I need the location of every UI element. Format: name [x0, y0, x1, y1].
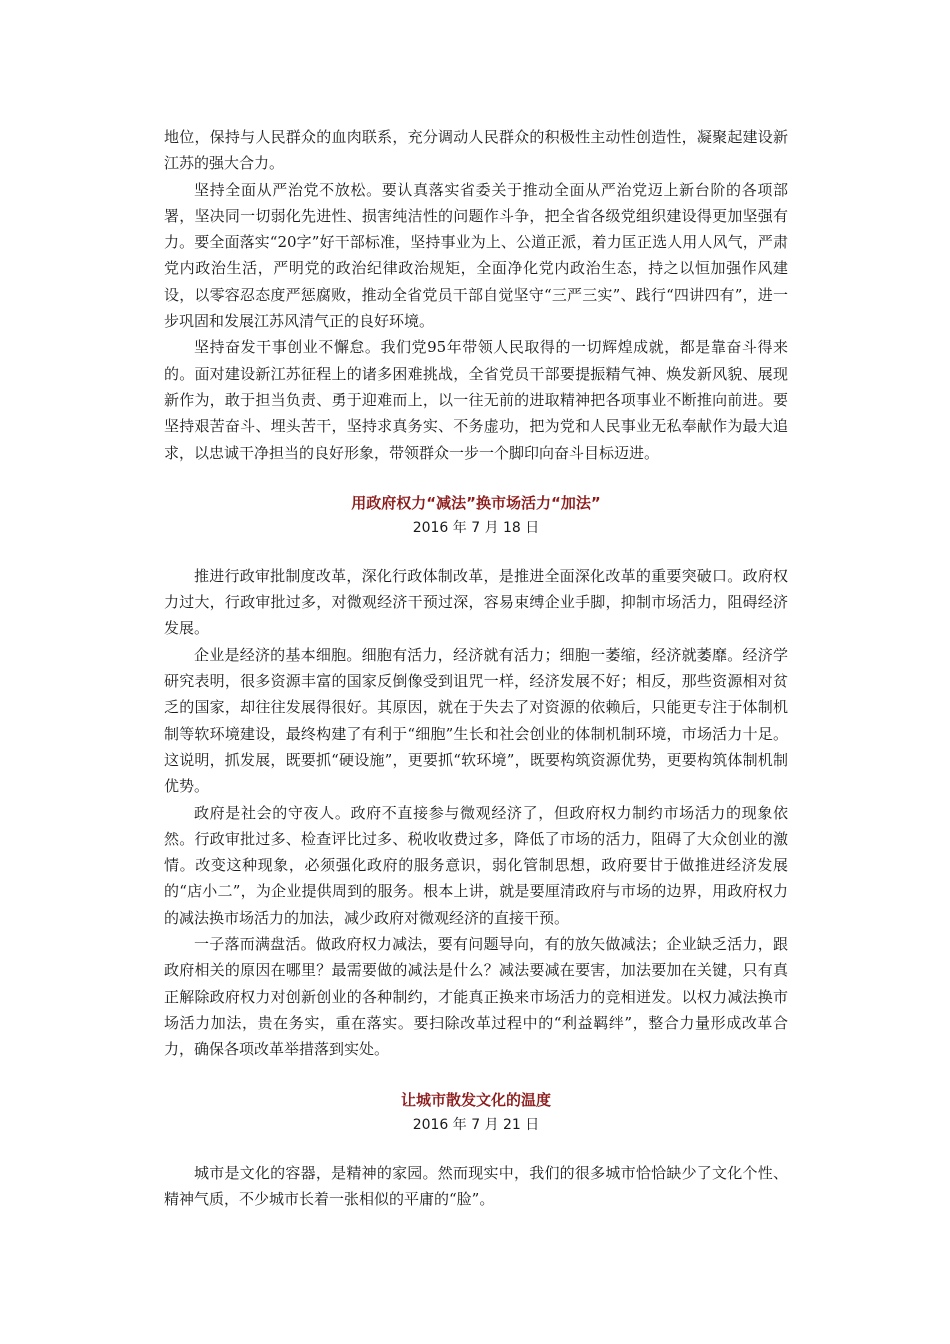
paragraph: 政府是社会的守夜人。政府不直接参与微观经济了，但政府权力制约市场活力的现象依然。行政审批过多、检查评比过多、税收收费过多，降低了市场的活力，阻碍了大众创业的激情。改变这种现象，必须强化政府的服务意识，弱化管制思想，政府要甘于做推进经济发展的“店小二”，为企业提供周到的服务。根本上讲，就是要厘清政府与市场的边界，用政府权力的减法换市场活力的加法，减少政府对微观经济的直接干预。	[164, 803, 788, 927]
paragraph: 坚持全面从严治党不放松。要认真落实省委关于推动全面从严治党迈上新台阶的各项部署，坚决同一切弱化先进性、损害纯洁性的问题作斗争，把全省各级党组织建设得更加坚强有力。要全面落实“20字”好干部标准，坚持事业为上、公道正派，着力匡正选人用人风气，严肃党内政治生活，严明党的政治纪律政治规矩，全面净化党内政治生态，持之以恒加强作风建设，以零容忍态度严惩腐败，推动全省党员干部自觉坚守“三严三实”、践行“四讲四有”，进一步巩固和发展江苏风清气正的良好环境。	[164, 180, 788, 331]
document-page	[164, 124, 788, 1212]
article-header	[164, 1087, 788, 1137]
article-header	[164, 490, 788, 540]
paragraph: 推进行政审批制度改革，深化行政体制改革，是推进全面深化改革的重要突破口。政府权力过大，行政审批过多，对微观经济干预过深，容易束缚企业手脚，抑制市场活力，阻碍经济发展。	[164, 566, 788, 638]
continued-paragraph: 地位，保持与人民群众的血肉联系，充分调动人民群众的积极性主动性创造性，凝聚起建设新江苏的强大合力。	[164, 128, 788, 173]
article-date: 2016 年 7 月 18 日	[412, 519, 540, 536]
paragraph: 一子落而满盘活。做政府权力减法，要有问题导向，有的放矢做减法；企业缺乏活力，跟政府相关的原因在哪里？最需要做的减法是什么？减法要减在要害，加法要加在关键，只有真正解除政府权力对创新创业的各种制约，才能真正换来市场活力的竞相迸发。以权力减法换市场活力加法，贵在务实，重在落实。要扫除改革过程中的“利益羁绊”，整合力量形成改革合力，确保各项改革举措落到实处。	[164, 935, 788, 1059]
paragraph: 坚持奋发干事创业不懈怠。我们党95年带领人民取得的一切辉煌成就，都是靠奋斗得来的。面对建设新江苏征程上的诸多困难挑战，全省党员干部要提振精气神、焕发新风貌、展现新作为，敢于担当负责、勇于迎难而上，以一往无前的进取精神把各项事业不断推向前进。要坚持艰苦奋斗、埋头苦干，坚持求真务实、不务虚功，把为党和人民事业无私奉献作为最大追求，以忠诚干净担当的良好形象，带领群众一步一个脚印向奋斗目标迈进。	[164, 338, 788, 462]
article-title: 让城市散发文化的温度	[400, 1090, 551, 1109]
paragraph: 城市是文化的容器，是精神的家园。然而现实中，我们的很多城市恰恰缺少了文化个性、精神气质，不少城市长着一张相似的平庸的“脸”。	[164, 1163, 788, 1208]
article-date: 2016 年 7 月 21 日	[412, 1116, 540, 1133]
article-section	[164, 1087, 788, 1213]
paragraph: 企业是经济的基本细胞。细胞有活力，经济就有活力；细胞一萎缩，经济就萎靡。经济学研究表明，很多资源丰富的国家反倒像受到诅咒一样，经济发展不好；相反，那些资源相对贫乏的国家，却往往发展得很好。其原因，就在于失去了对资源的依赖后，只能更专注于体制机制等软环境建设，最终构建了有利于“细胞”生长和社会创业的体制机制环境，市场活力十足。这说明，抓发展，既要抓“硬设施”，更要抓“软环境”，既要构筑资源优势，更要构筑体制机制优势。	[164, 645, 788, 796]
article-section	[164, 490, 788, 1063]
article-title: 用政府权力“减法”换市场活力“加法”	[351, 493, 601, 512]
